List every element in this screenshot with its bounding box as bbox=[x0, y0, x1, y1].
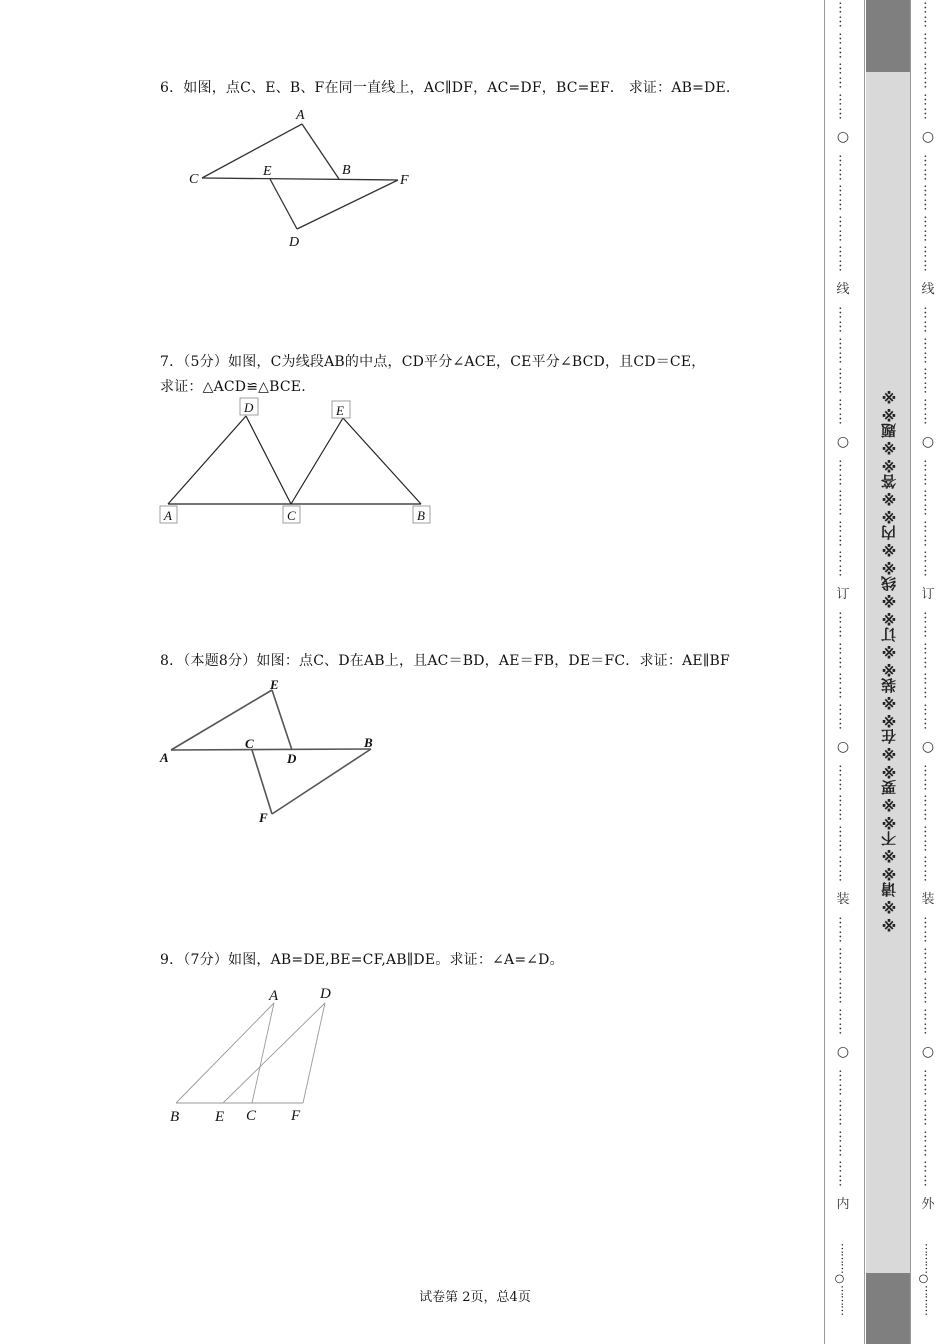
binding-dots: …… bbox=[920, 1, 936, 30]
binding-label: 订 bbox=[836, 587, 850, 603]
label-a: A bbox=[160, 750, 169, 765]
outer-bottom-dots: ………○……… bbox=[916, 1244, 930, 1316]
binding-dots: …… bbox=[835, 397, 851, 426]
label-e: E bbox=[215, 1109, 225, 1125]
label-c: C bbox=[246, 1108, 257, 1124]
label-c: C bbox=[287, 508, 296, 523]
segment-ed bbox=[223, 1003, 325, 1103]
binding-dots: …… bbox=[835, 367, 851, 396]
binding-dots: …… bbox=[835, 794, 851, 823]
binding-dots: …… bbox=[920, 489, 936, 518]
segment-ba bbox=[176, 1003, 274, 1103]
label-f: F bbox=[400, 173, 409, 188]
label-b: B bbox=[342, 163, 351, 178]
binding-dots: …… bbox=[835, 1160, 851, 1189]
binding-dots: …… bbox=[835, 1099, 851, 1128]
segment-eb bbox=[343, 418, 421, 504]
binding-dots: …… bbox=[835, 184, 851, 213]
margin-divider bbox=[910, 0, 911, 1344]
binding-dots: …… bbox=[920, 367, 936, 396]
label-c: C bbox=[245, 736, 254, 751]
binding-dots: …… bbox=[920, 641, 936, 670]
binding-dots: …… bbox=[835, 62, 851, 91]
binding-dots: …… bbox=[920, 763, 936, 792]
binding-dots: …… bbox=[835, 92, 851, 121]
binding-dots: …… bbox=[920, 31, 936, 60]
binding-label: 订 bbox=[921, 587, 935, 603]
label-b: B bbox=[417, 508, 425, 523]
binding-dots: …… bbox=[835, 916, 851, 945]
label-d: D bbox=[320, 986, 331, 1002]
binding-dots: …… bbox=[920, 611, 936, 640]
gray-block-bottom bbox=[866, 1273, 910, 1344]
binding-dots: …… bbox=[920, 184, 936, 213]
binding-dots: …… bbox=[920, 214, 936, 243]
label-e: E bbox=[336, 403, 344, 418]
binding-dots: …… bbox=[835, 214, 851, 243]
binding-circle: ○ bbox=[921, 434, 935, 451]
binding-circle: ○ bbox=[836, 434, 850, 451]
segment-ab bbox=[171, 749, 371, 750]
binding-dots: …… bbox=[835, 306, 851, 335]
figure-q9 bbox=[176, 1003, 325, 1103]
binding-dots: …… bbox=[835, 1129, 851, 1158]
question-9-text: 9．（7分）如图，AB=DE,BE=CF,AB∥DE。求证：∠A=∠D。 bbox=[160, 952, 564, 968]
margin-divider bbox=[864, 0, 865, 1344]
segment-ed bbox=[272, 690, 292, 750]
binding-dots: …… bbox=[920, 62, 936, 91]
label-a: A bbox=[296, 108, 305, 123]
segment-ab bbox=[302, 124, 339, 179]
segment-ad bbox=[168, 416, 246, 504]
binding-dots: …… bbox=[835, 702, 851, 731]
label-d: D bbox=[244, 400, 254, 415]
binding-dots: …… bbox=[835, 489, 851, 518]
label-f: F bbox=[259, 810, 268, 825]
binding-dots: …… bbox=[835, 1007, 851, 1036]
binding-dots: …… bbox=[920, 1068, 936, 1097]
binding-dots: …… bbox=[920, 519, 936, 548]
binding-circle: ○ bbox=[836, 1044, 850, 1061]
binding-label: 线 bbox=[921, 282, 935, 298]
label-a: A bbox=[269, 988, 279, 1004]
binding-circle: ○ bbox=[921, 739, 935, 756]
binding-dots: …… bbox=[920, 397, 936, 426]
binding-dots: …… bbox=[920, 1160, 936, 1189]
binding-dots: …… bbox=[835, 855, 851, 884]
binding-dots: …… bbox=[835, 763, 851, 792]
binding-dots: …… bbox=[920, 916, 936, 945]
binding-dots: …… bbox=[920, 550, 936, 579]
question-8-text: 8．（本题8分）如图：点C、D在AB上，且AC＝BD，AE＝FB，DE＝FC．求证：AE∥BF bbox=[160, 653, 730, 669]
binding-dots: …… bbox=[835, 1068, 851, 1097]
binding-dots: …… bbox=[835, 550, 851, 579]
binding-dots: …… bbox=[835, 336, 851, 365]
figure-q8 bbox=[171, 690, 371, 814]
binding-dots: …… bbox=[920, 702, 936, 731]
question-7-line1: 7．（5分）如图，C为线段AB的中点，CD平分∠ACE，CE平分∠BCD，且CD＝CE， bbox=[160, 354, 706, 370]
label-a: A bbox=[164, 508, 172, 523]
label-b: B bbox=[170, 1109, 180, 1125]
binding-dots: …… bbox=[835, 611, 851, 640]
binding-dots: …… bbox=[920, 1129, 936, 1158]
segment-dc bbox=[246, 416, 291, 504]
label-f: F bbox=[291, 1108, 301, 1124]
binding-dots: …… bbox=[920, 336, 936, 365]
segment-cf bbox=[252, 750, 272, 814]
binding-circle: ○ bbox=[836, 739, 850, 756]
binding-dots: …… bbox=[835, 641, 851, 670]
binding-dots: …… bbox=[920, 1099, 936, 1128]
segment-df bbox=[303, 1003, 325, 1103]
gray-block-top bbox=[866, 0, 910, 72]
segment-cf bbox=[202, 178, 398, 180]
segment-ac bbox=[252, 1003, 274, 1103]
binding-dots: …… bbox=[920, 794, 936, 823]
page-footer: 试卷第 2页，总4页 bbox=[419, 1290, 531, 1305]
binding-dots: …… bbox=[835, 245, 851, 274]
figure-q7 bbox=[160, 398, 430, 523]
binding-circle: ○ bbox=[921, 1044, 935, 1061]
binding-dots: …… bbox=[835, 946, 851, 975]
question-7-line2: 求证：△ACD≌△BCE. bbox=[160, 379, 306, 395]
binding-dots: …… bbox=[920, 672, 936, 701]
binding-dots: …… bbox=[835, 458, 851, 487]
binding-circle: ○ bbox=[921, 129, 935, 146]
binding-dots: …… bbox=[920, 306, 936, 335]
binding-dots: …… bbox=[920, 92, 936, 121]
binding-dots: …… bbox=[835, 519, 851, 548]
binding-dots: …… bbox=[835, 31, 851, 60]
binding-dots: …… bbox=[835, 672, 851, 701]
binding-dots: …… bbox=[920, 1007, 936, 1036]
binding-dots: …… bbox=[835, 153, 851, 182]
binding-circle: ○ bbox=[836, 129, 850, 146]
binding-dots: …… bbox=[835, 977, 851, 1006]
label-c: C bbox=[189, 172, 199, 187]
inner-bottom-dots: ………○……… bbox=[832, 1244, 846, 1316]
binding-dots: …… bbox=[920, 946, 936, 975]
binding-label: 装 bbox=[836, 892, 850, 908]
segment-ce bbox=[291, 418, 343, 504]
binding-dots: …… bbox=[920, 855, 936, 884]
margin-divider bbox=[824, 0, 825, 1344]
label-d: D bbox=[287, 751, 297, 766]
no-answer-warning: ※※请※※不※※要※※在※※装※※订※※线※※内※※答※※题※※ bbox=[879, 387, 898, 933]
segment-df bbox=[297, 180, 398, 229]
question-6-text: 6．如图，点C、E、B、F在同一直线上，AC∥DF，AC=DF，BC=EF． 求证：AB=DE. bbox=[160, 80, 731, 96]
inner-binding-column bbox=[828, 0, 858, 1344]
label-b: B bbox=[364, 735, 373, 750]
binding-label: 装 bbox=[921, 892, 935, 908]
binding-dots: …… bbox=[920, 458, 936, 487]
label-d: D bbox=[289, 235, 300, 250]
binding-label: 外 bbox=[921, 1197, 935, 1213]
binding-dots: …… bbox=[920, 245, 936, 274]
binding-dots: …… bbox=[920, 824, 936, 853]
binding-dots: …… bbox=[835, 1, 851, 30]
segment-ca bbox=[202, 124, 302, 178]
binding-dots: …… bbox=[920, 977, 936, 1006]
segment-ae bbox=[171, 690, 272, 750]
segment-ed bbox=[270, 179, 297, 229]
label-e: E bbox=[263, 164, 272, 179]
binding-label: 内 bbox=[836, 1197, 850, 1213]
label-e: E bbox=[270, 677, 279, 692]
binding-dots: …… bbox=[920, 153, 936, 182]
binding-dots: …… bbox=[835, 824, 851, 853]
binding-label: 线 bbox=[836, 282, 850, 298]
outer-binding-column bbox=[913, 0, 943, 1344]
